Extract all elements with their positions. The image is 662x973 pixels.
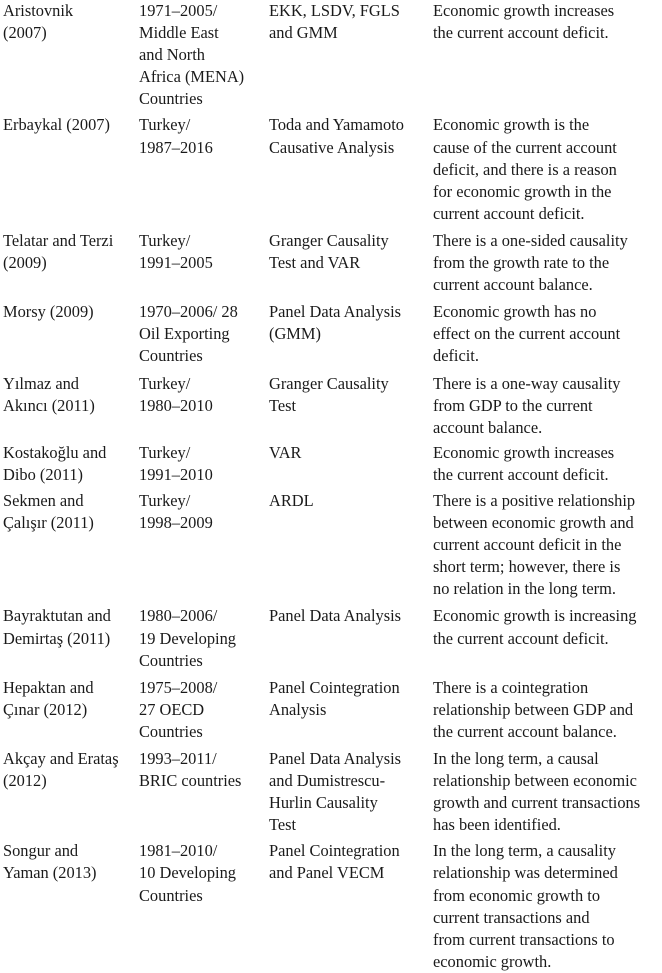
period-cell-text: 1970–2006/ 28 Oil Exporting Countries [139,302,238,366]
table-row [0,836,662,973]
finding-cell-text: Economic growth is increasing the current account deficit. [433,606,637,648]
method-cell [267,672,430,743]
period-cell [136,672,267,743]
method-cell-text: EKK, LSDV, FGLS and GMM [269,1,400,43]
method-cell-text: VAR [269,442,302,462]
period-cell [136,600,267,671]
study-cell-text: Kostakoğlu and Dibo (2011) [3,442,107,484]
period-cell [136,836,267,973]
table-row [0,600,662,671]
method-cell-text: Panel Cointegration Analysis [269,677,400,719]
study-cell [0,368,136,439]
method-cell-text: Panel Data Analysis (GMM) [269,302,402,344]
study-cell [0,600,136,671]
period-cell-text: 1975–2008/ 27 OECD Countries [139,677,218,741]
finding-cell [430,836,662,973]
finding-cell [430,439,662,486]
method-cell-text: Panel Cointegration and Panel VECM [269,841,400,883]
finding-cell [430,110,662,224]
method-cell [267,110,430,224]
method-cell [267,368,430,439]
method-cell [267,439,430,486]
study-cell [0,836,136,973]
finding-cell-text: Economic growth has no effect on the current account deficit. [433,302,621,366]
study-cell-text: Morsy (2009) [3,302,94,322]
table-row [0,225,662,296]
study-cell-text: Songur and Yaman (2013) [3,841,97,883]
period-cell [136,296,267,367]
period-cell-text: Turkey/ 1980–2010 [139,373,213,415]
study-cell [0,110,136,224]
finding-cell [430,225,662,296]
period-cell [136,225,267,296]
study-cell [0,486,136,600]
period-cell [136,486,267,600]
period-cell-text: 1971–2005/ Middle East and North Africa (MENA) Countries [139,1,245,109]
period-cell [136,110,267,224]
table-row [0,110,662,224]
study-cell [0,0,136,110]
method-cell [267,296,430,367]
study-cell-text: Bayraktutan and Demirtaş (2011) [3,606,111,648]
method-cell [267,600,430,671]
method-cell [267,836,430,973]
table-row [0,743,662,836]
method-cell-text: ARDL [269,490,314,510]
finding-cell [430,672,662,743]
study-cell [0,439,136,486]
finding-cell-text: Economic growth increases the current account deficit. [433,1,615,43]
finding-cell [430,296,662,367]
method-cell-text: Panel Data Analysis and Dumistrescu- Hurlin Causality Test [269,749,402,835]
method-cell [267,743,430,836]
table-row [0,672,662,743]
method-cell-text: Granger Causality Test and VAR [269,230,389,273]
finding-cell [430,368,662,439]
period-cell-text: Turkey/ 1991–2010 [139,442,213,484]
period-cell-text: 1993–2011/ BRIC countries [139,749,242,791]
finding-cell-text: Economic growth increases the current account deficit. [433,442,615,484]
method-cell-text: Toda and Yamamoto Causative Analysis [269,115,404,157]
finding-cell-text: There is a one-sided causality from the growth rate to the current account balance. [433,230,628,295]
finding-cell [430,743,662,836]
period-cell [136,743,267,836]
table-row [0,296,662,367]
period-cell [136,439,267,486]
method-cell-text: Panel Data Analysis [269,606,402,626]
finding-cell-text: In the long term, a causal relationship between economic growth and current transactions has been identified. [433,749,641,835]
study-cell-text: Sekmen and Çalışır (2011) [3,490,94,533]
study-cell-text: Telatar and Terzi (2009) [3,230,114,273]
study-cell-text: Erbaykal (2007) [3,115,110,135]
period-cell [136,0,267,110]
table-row [0,439,662,486]
period-cell-text: Turkey/ 1987–2016 [139,115,213,157]
finding-cell [430,486,662,600]
period-cell-text: Turkey/ 1991–2005 [139,230,213,273]
study-cell [0,672,136,743]
method-cell [267,486,430,600]
study-cell [0,296,136,367]
method-cell [267,0,430,110]
finding-cell-text: There is a one-way causality from GDP to the current account balance. [433,373,621,437]
period-cell-text: Turkey/ 1998–2009 [139,490,213,533]
period-cell-text: 1981–2010/ 10 Developing Countries [139,841,236,905]
study-cell-text: Aristovnik (2007) [3,1,74,43]
table-row [0,368,662,439]
period-cell-text: 1980–2006/ 19 Developing Countries [139,606,236,670]
finding-cell-text: There is a positive relationship between economic growth and current account deficit in the short term; however, there is no relation in the long term. [433,490,636,599]
study-cell [0,225,136,296]
study-cell-text: Yılmaz and Akıncı (2011) [3,373,95,415]
table-row [0,486,662,600]
finding-cell-text: There is a cointegration relationship between GDP and the current account balance. [433,677,634,741]
method-cell-text: Granger Causality Test [269,373,389,415]
study-cell-text: Hepaktan and Çınar (2012) [3,677,94,719]
method-cell [267,225,430,296]
finding-cell-text: In the long term, a causality relationship was determined from economic growth to current transactions and from current transactions to economic growth. [433,841,618,971]
study-cell-text: Akçay and Erataş (2012) [3,749,119,791]
study-cell [0,743,136,836]
finding-cell [430,600,662,671]
table-row [0,0,662,110]
finding-cell [430,0,662,110]
finding-cell-text: Economic growth is the cause of the current account deficit, and there is a reason for economic growth in the current account deficit. [433,115,617,223]
period-cell [136,368,267,439]
